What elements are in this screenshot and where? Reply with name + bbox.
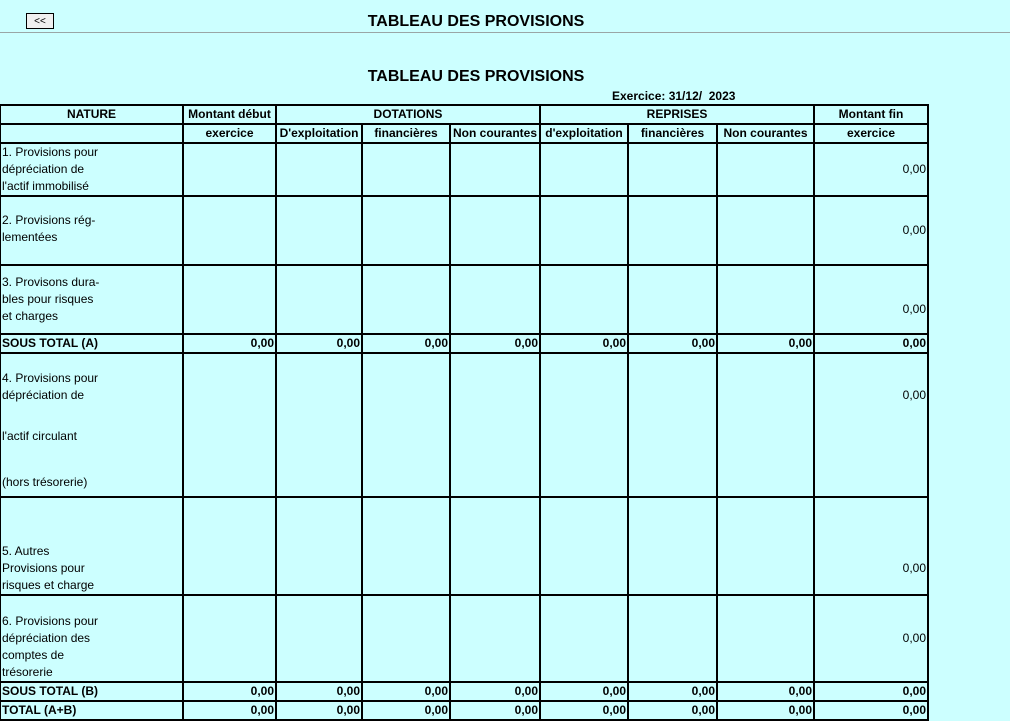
header-montant-fin: Montant fin bbox=[814, 105, 928, 124]
total-ab-montant-fin: 0,00 bbox=[814, 701, 928, 720]
total-ab-rep-non-courantes: 0,00 bbox=[717, 701, 814, 720]
sous-total-a-montant-debut: 0,00 bbox=[183, 334, 276, 353]
table-row-1 bbox=[0, 143, 928, 196]
row-6-montant-debut[interactable] bbox=[183, 595, 276, 682]
sous-total-a-rep-financieres: 0,00 bbox=[628, 334, 717, 353]
row-3-rep-exploitation[interactable] bbox=[540, 265, 628, 334]
row-3-montant-fin: 0,00 bbox=[814, 265, 928, 334]
row-5-montant-fin: 0,00 bbox=[814, 497, 928, 595]
header-row-1 bbox=[0, 105, 928, 124]
row-4-dot-exploitation[interactable] bbox=[276, 353, 362, 497]
row-6-rep-exploitation[interactable] bbox=[540, 595, 628, 682]
page-title: TABLEAU DES PROVISIONS bbox=[367, 13, 585, 30]
header-dot-non-courantes: Non courantes bbox=[450, 124, 540, 143]
row-2-dot-exploitation[interactable] bbox=[276, 196, 362, 265]
header-rep-exploitation: d'exploitation bbox=[540, 124, 628, 143]
header-reprises: REPRISES bbox=[540, 105, 814, 124]
header-divider bbox=[0, 32, 1010, 33]
sous-total-a-dot-exploitation: 0,00 bbox=[276, 334, 362, 353]
row-1-rep-exploitation[interactable] bbox=[540, 143, 628, 196]
row-5-rep-non-courantes[interactable] bbox=[717, 497, 814, 595]
header-montant-debut-exercice: exercice bbox=[183, 124, 276, 143]
row-1-dot-exploitation[interactable] bbox=[276, 143, 362, 196]
sous-total-b-rep-exploitation: 0,00 bbox=[540, 682, 628, 701]
row-3-dot-exploitation[interactable] bbox=[276, 265, 362, 334]
total-ab-dot-financieres: 0,00 bbox=[362, 701, 450, 720]
row-6-nature: 6. Provisions pour dépréciation des comptes de trésorerie bbox=[0, 595, 183, 682]
row-4-nature: 4. Provisions pour dépréciation de l'actif circulant (hors trésorerie) bbox=[0, 353, 183, 497]
sous-total-a-montant-fin: 0,00 bbox=[814, 334, 928, 353]
row-6-montant-fin: 0,00 bbox=[814, 595, 928, 682]
row-1-rep-non-courantes[interactable] bbox=[717, 143, 814, 196]
row-6-dot-financieres[interactable] bbox=[362, 595, 450, 682]
header-rep-financieres: financières bbox=[628, 124, 717, 143]
row-6-rep-non-courantes[interactable] bbox=[717, 595, 814, 682]
table-row-5 bbox=[0, 497, 928, 595]
back-button[interactable]: << bbox=[26, 13, 54, 29]
table-row-2 bbox=[0, 196, 928, 265]
row-5-rep-exploitation[interactable] bbox=[540, 497, 628, 595]
row-3-montant-debut[interactable] bbox=[183, 265, 276, 334]
sous-total-b-dot-financieres: 0,00 bbox=[362, 682, 450, 701]
row-3-dot-financieres[interactable] bbox=[362, 265, 450, 334]
row-2-nature: 2. Provisions rég- lementées bbox=[0, 196, 183, 265]
sous-total-b-rep-financieres: 0,00 bbox=[628, 682, 717, 701]
row-1-montant-debut[interactable] bbox=[183, 143, 276, 196]
row-5-nature: 5. Autres Provisions pour risques et charge bbox=[0, 497, 183, 595]
row-1-dot-financieres[interactable] bbox=[362, 143, 450, 196]
total-ab-dot-non-courantes: 0,00 bbox=[450, 701, 540, 720]
header-dot-exploitation: D'exploitation bbox=[276, 124, 362, 143]
row-2-rep-exploitation[interactable] bbox=[540, 196, 628, 265]
row-4-rep-exploitation[interactable] bbox=[540, 353, 628, 497]
provisions-table bbox=[0, 104, 929, 721]
total-ab-row bbox=[0, 701, 928, 720]
total-ab-rep-exploitation: 0,00 bbox=[540, 701, 628, 720]
row-4-rep-financieres[interactable] bbox=[628, 353, 717, 497]
row-1-rep-financieres[interactable] bbox=[628, 143, 717, 196]
row-3-nature: 3. Provisons dura- bles pour risques et charges bbox=[0, 265, 183, 334]
sous-total-b-dot-exploitation: 0,00 bbox=[276, 682, 362, 701]
row-2-montant-fin: 0,00 bbox=[814, 196, 928, 265]
row-4-rep-non-courantes[interactable] bbox=[717, 353, 814, 497]
row-6-dot-exploitation[interactable] bbox=[276, 595, 362, 682]
exercice-label: Exercice: 31/12/ 2023 bbox=[612, 89, 736, 103]
row-6-dot-non-courantes[interactable] bbox=[450, 595, 540, 682]
sous-total-b-label: SOUS TOTAL (B) bbox=[0, 682, 183, 701]
header-rep-non-courantes: Non courantes bbox=[717, 124, 814, 143]
sous-total-a-dot-financieres: 0,00 bbox=[362, 334, 450, 353]
sous-total-a-dot-non-courantes: 0,00 bbox=[450, 334, 540, 353]
header-row-2 bbox=[0, 124, 928, 143]
header-nature: NATURE bbox=[0, 105, 183, 124]
total-ab-label: TOTAL (A+B) bbox=[0, 701, 183, 720]
row-2-rep-non-courantes[interactable] bbox=[717, 196, 814, 265]
sous-total-b-dot-non-courantes: 0,00 bbox=[450, 682, 540, 701]
total-ab-rep-financieres: 0,00 bbox=[628, 701, 717, 720]
table-title: TABLEAU DES PROVISIONS bbox=[367, 68, 585, 85]
row-1-dot-non-courantes[interactable] bbox=[450, 143, 540, 196]
row-4-montant-fin: 0,00 bbox=[814, 353, 928, 497]
sous-total-a-row bbox=[0, 334, 928, 353]
table-row-3 bbox=[0, 265, 928, 334]
sous-total-a-rep-exploitation: 0,00 bbox=[540, 334, 628, 353]
table-row-6 bbox=[0, 595, 928, 682]
row-5-montant-debut[interactable] bbox=[183, 497, 276, 595]
header-dotations: DOTATIONS bbox=[276, 105, 540, 124]
row-2-montant-debut[interactable] bbox=[183, 196, 276, 265]
row-1-nature: 1. Provisions pour dépréciation de l'actif immobilisé bbox=[0, 143, 183, 196]
row-6-rep-financieres[interactable] bbox=[628, 595, 717, 682]
total-ab-montant-debut: 0,00 bbox=[183, 701, 276, 720]
sous-total-a-rep-non-courantes: 0,00 bbox=[717, 334, 814, 353]
row-4-montant-debut[interactable] bbox=[183, 353, 276, 497]
sous-total-b-montant-fin: 0,00 bbox=[814, 682, 928, 701]
sous-total-b-row bbox=[0, 682, 928, 701]
row-3-rep-non-courantes[interactable] bbox=[717, 265, 814, 334]
header-montant-fin-exercice: exercice bbox=[814, 124, 928, 143]
row-5-dot-financieres[interactable] bbox=[362, 497, 450, 595]
row-4-dot-non-courantes[interactable] bbox=[450, 353, 540, 497]
sous-total-b-rep-non-courantes: 0,00 bbox=[717, 682, 814, 701]
row-5-dot-exploitation[interactable] bbox=[276, 497, 362, 595]
row-3-rep-financieres[interactable] bbox=[628, 265, 717, 334]
row-5-rep-financieres[interactable] bbox=[628, 497, 717, 595]
row-5-dot-non-courantes[interactable] bbox=[450, 497, 540, 595]
row-4-dot-financieres[interactable] bbox=[362, 353, 450, 497]
header-montant-debut: Montant début bbox=[183, 105, 276, 124]
sous-total-b-montant-debut: 0,00 bbox=[183, 682, 276, 701]
row-3-dot-non-courantes[interactable] bbox=[450, 265, 540, 334]
table-row-4 bbox=[0, 353, 928, 497]
sous-total-a-label: SOUS TOTAL (A) bbox=[0, 334, 183, 353]
total-ab-dot-exploitation: 0,00 bbox=[276, 701, 362, 720]
row-2-rep-financieres[interactable] bbox=[628, 196, 717, 265]
row-2-dot-non-courantes[interactable] bbox=[450, 196, 540, 265]
row-2-dot-financieres[interactable] bbox=[362, 196, 450, 265]
row-1-montant-fin: 0,00 bbox=[814, 143, 928, 196]
header-dot-financieres: financières bbox=[362, 124, 450, 143]
header-nature-cont bbox=[0, 124, 183, 143]
